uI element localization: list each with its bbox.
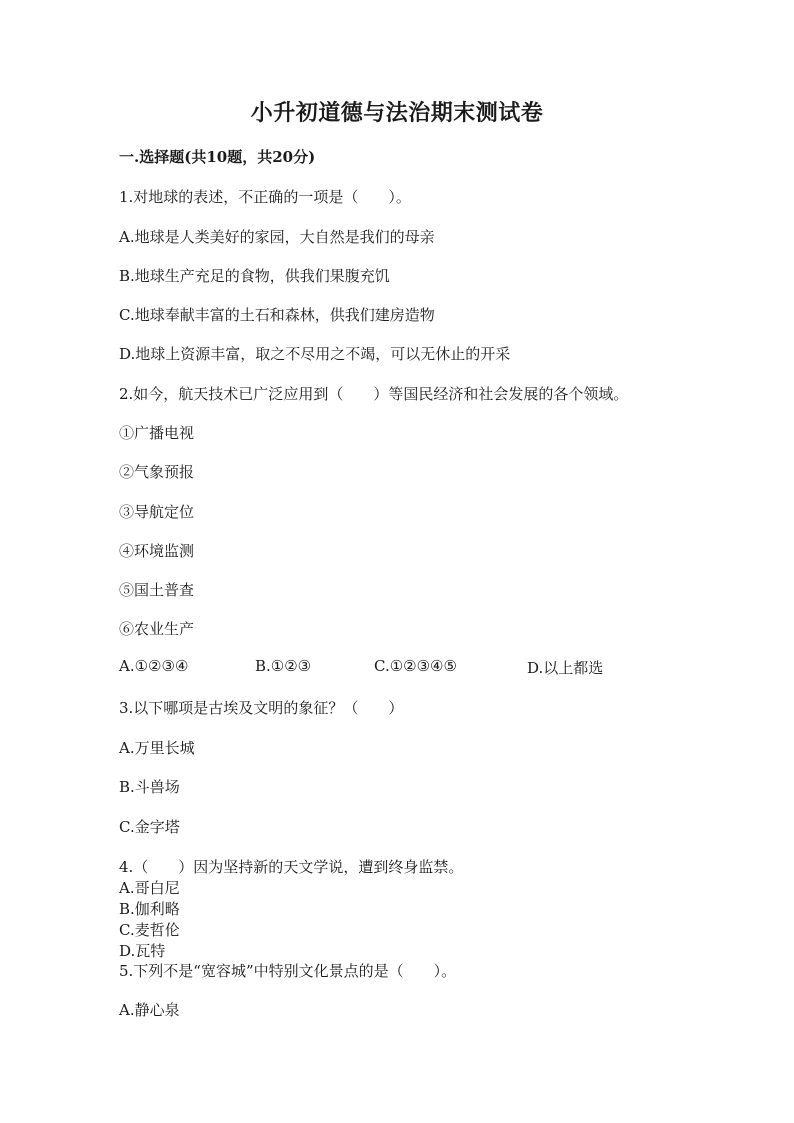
question-2-item-3: ③导航定位	[119, 503, 195, 521]
question-4-option-c: C.麦哲伦	[119, 921, 180, 939]
question-2-item-4: ④环境监测	[119, 542, 195, 560]
question-2-item-2: ②气象预报	[119, 463, 195, 481]
question-3-option-c: C.金字塔	[119, 818, 180, 836]
question-2-option-c: C.①②③④⑤	[374, 657, 457, 675]
question-4-option-d: D.瓦特	[119, 942, 166, 960]
section-heading: 一.选择题(共10题，共20分)	[119, 148, 316, 166]
question-3-option-b: B.斗兽场	[119, 778, 180, 796]
question-5-stem: 5.下列不是“宽容城”中特别文化景点的是（ ）。	[119, 962, 457, 980]
question-3-stem: 3.以下哪项是古埃及文明的象征？（ ）	[119, 699, 404, 717]
question-3-option-a: A.万里长城	[119, 739, 195, 757]
question-1-option-b: B.地球生产充足的食物，供我们果腹充饥	[119, 267, 390, 285]
question-2-item-1: ①广播电视	[119, 424, 195, 442]
question-2-option-b: B.①②③	[255, 657, 312, 675]
question-2-option-a: A.①②③④	[119, 657, 189, 675]
question-1-option-a: A.地球是人类美好的家园，大自然是我们的母亲	[119, 228, 435, 246]
question-2-item-6: ⑥农业生产	[119, 620, 195, 638]
question-4-stem: 4.（ ）因为坚持新的天文学说，遭到终身监禁。	[119, 858, 464, 876]
question-4-option-b: B.伽利略	[119, 900, 180, 918]
question-1-option-c: C.地球奉献丰富的土石和森林，供我们建房造物	[119, 306, 435, 324]
question-2-options	[119, 657, 679, 679]
question-1-stem: 1.对地球的表述，不正确的一项是（ ）。	[119, 188, 411, 206]
page-title: 小升初道德与法治期末测试卷	[250, 100, 544, 126]
question-1-option-d: D.地球上资源丰富，取之不尽用之不竭，可以无休止的开采	[119, 345, 511, 363]
question-2-option-d: D.以上都选	[527, 659, 604, 677]
question-2-item-5: ⑤国土普查	[119, 581, 195, 599]
question-5-option-a: A.静心泉	[119, 1001, 180, 1019]
question-2-stem: 2.如今，航天技术已广泛应用到（ ）等国民经济和社会发展的各个领域。	[119, 385, 629, 403]
question-4-option-a: A.哥白尼	[119, 879, 180, 897]
